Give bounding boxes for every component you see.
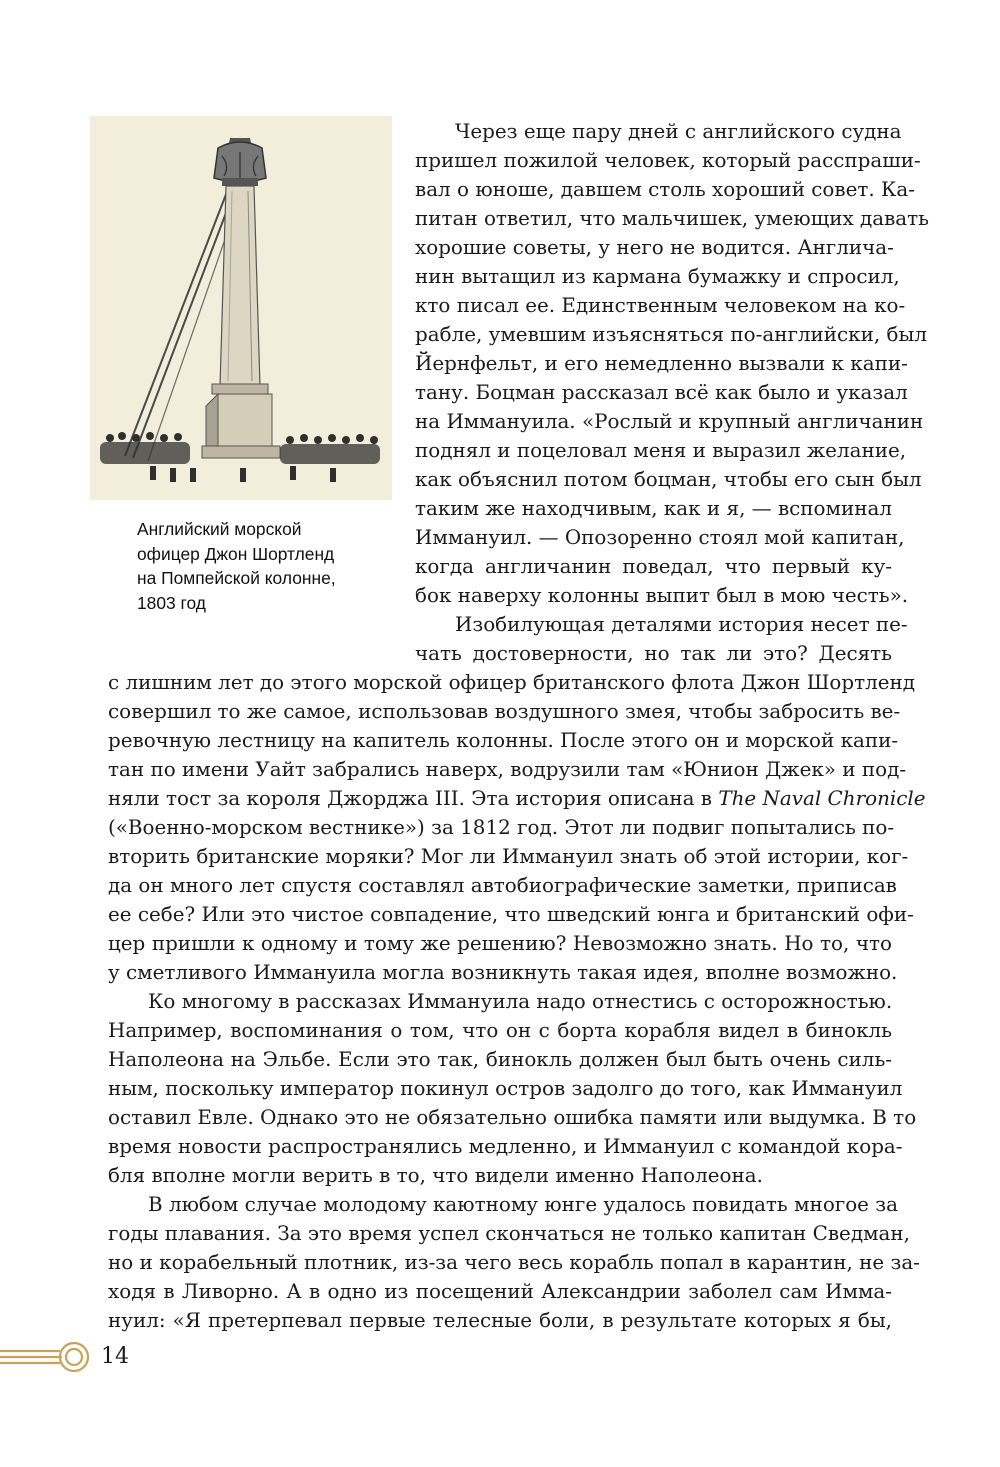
text-line: Наполеона на Эльбе. Если это так, бинокль должен был быть очень силь- (108, 1048, 892, 1071)
text-line: у сметливого Иммануила могла возникнуть такая идея, вполне возможно. (108, 961, 898, 984)
text-line: на Иммануила. «Рослый и крупный англичанин (415, 410, 924, 433)
text-line: тану. Боцман рассказал всё как было и указал (415, 381, 908, 404)
text-line: ным, поскольку император покинул остров задолго до того, как Иммануил (108, 1077, 903, 1100)
text-line: цер пришли к одному и тому же решению? Невозможно знать. Но то, что (108, 932, 892, 955)
gold-rings-ornament-icon (0, 1339, 92, 1375)
text-line: вал о юноше, давшем столь хороший совет. Ка- (415, 178, 915, 201)
text-line: нин вытащил из кармана бумажку и спросил, (415, 265, 900, 288)
text-line: ходя в Ливорно. А в одно из посещений Александрии заболел сам Имма- (108, 1280, 892, 1303)
text-segment: няли тост за короля Джорджа III. Эта история описана в (108, 787, 713, 810)
figure-caption (137, 517, 387, 615)
illustration (90, 116, 392, 500)
text-line: да он много лет спустя составлял автобиографические заметки, приписав (108, 874, 897, 897)
caption-line: Английский морской (137, 519, 302, 539)
text-line: бля вполне могли верить в то, что видели именно Наполеона. (108, 1164, 763, 1187)
text-line: Через еще пару дней с английского судна (455, 120, 902, 143)
text-line: Ко многому в рассказах Иммануила надо отнестись с осторожностью. (148, 990, 893, 1013)
text-line: Изобилующая деталями история несет пе- (455, 613, 908, 636)
text-line: питан ответил, что мальчишек, умеющих давать (415, 207, 929, 230)
page-number: 14 (101, 1344, 129, 1369)
text-line: когда англичанин поведал, что первый ку- (415, 555, 892, 578)
text-line: нуил: «Я претерпевал первые телесные боли, в результате которых я бы, (108, 1309, 892, 1332)
text-line: как объяснил потом боцман, чтобы его сын был (415, 468, 922, 491)
text-line: ревочную лестницу на капитель колонны. После этого он и морской капи- (108, 729, 899, 752)
text-line: пришел пожилой человек, который расспраши- (415, 149, 921, 172)
text-line: («Военно-морском вестнике») за 1812 год. Этот ли подвиг попытались по- (108, 816, 895, 839)
text-line: с лишним лет до этого морской офицер британского флота Джон Шортленд (108, 671, 916, 694)
text-line: ее себе? Или это чистое совпадение, что шведский юнга и британский офи- (108, 903, 914, 926)
journal-title: The Naval Chronicle (718, 787, 926, 810)
caption-line: офицер Джон Шортленд (137, 543, 335, 564)
text-line: бок наверху колонны выпит был в мою честь». (415, 584, 909, 607)
text-line: совершил то же самое, использовав воздушного змея, чтобы забросить ве- (108, 700, 901, 723)
text-line: чать достоверности, но так ли это? Десять (415, 642, 892, 665)
text-line: рабле, умевшим изъясняться по-английски, был (415, 323, 927, 346)
text-line: время новости распространялись медленно, и Иммануил с командой кора- (108, 1135, 903, 1158)
pompey-pillar-engraving-icon (90, 116, 392, 500)
caption-line: 1803 год (137, 592, 206, 613)
text-line: тан по имени Уайт забрались наверх, водрузили там «Юнион Джек» и под- (108, 758, 907, 781)
caption-line: на Помпейской колонне, (137, 568, 336, 589)
text-line: таким же находчивым, как и я, — вспоминал (415, 497, 892, 520)
text-line: но и корабельный плотник, из-за чего весь корабль попал в карантин, не за- (108, 1251, 920, 1274)
text-line: поднял и поцеловал меня и выразил желание, (415, 439, 907, 462)
text-line: годы плавания. За это время успел скончаться не только капитан Сведман, (108, 1222, 910, 1245)
text-line: Йернфельт, и его немедленно вызвали к капи- (415, 352, 908, 375)
text-line: В любом случае молодому каютному юнге удалось повидать многое за (148, 1193, 898, 1216)
text-line: кто писал ее. Единственным человеком на ко- (415, 294, 906, 317)
text-line-with-title (108, 784, 926, 813)
text-line: Например, воспоминания о том, что он с борта корабля видел в бинокль (108, 1019, 892, 1042)
text-line: Иммануил. — Опозоренно стоял мой капитан, (415, 526, 905, 549)
text-line: хорошие советы, у него не водится. Англича- (415, 236, 894, 259)
text-line: оставил Евле. Однако это не обязательно ошибка памяти или выдумка. В то (108, 1106, 917, 1129)
text-line: вторить британские моряки? Мог ли Иммануил знать об этой истории, ког- (108, 845, 909, 868)
